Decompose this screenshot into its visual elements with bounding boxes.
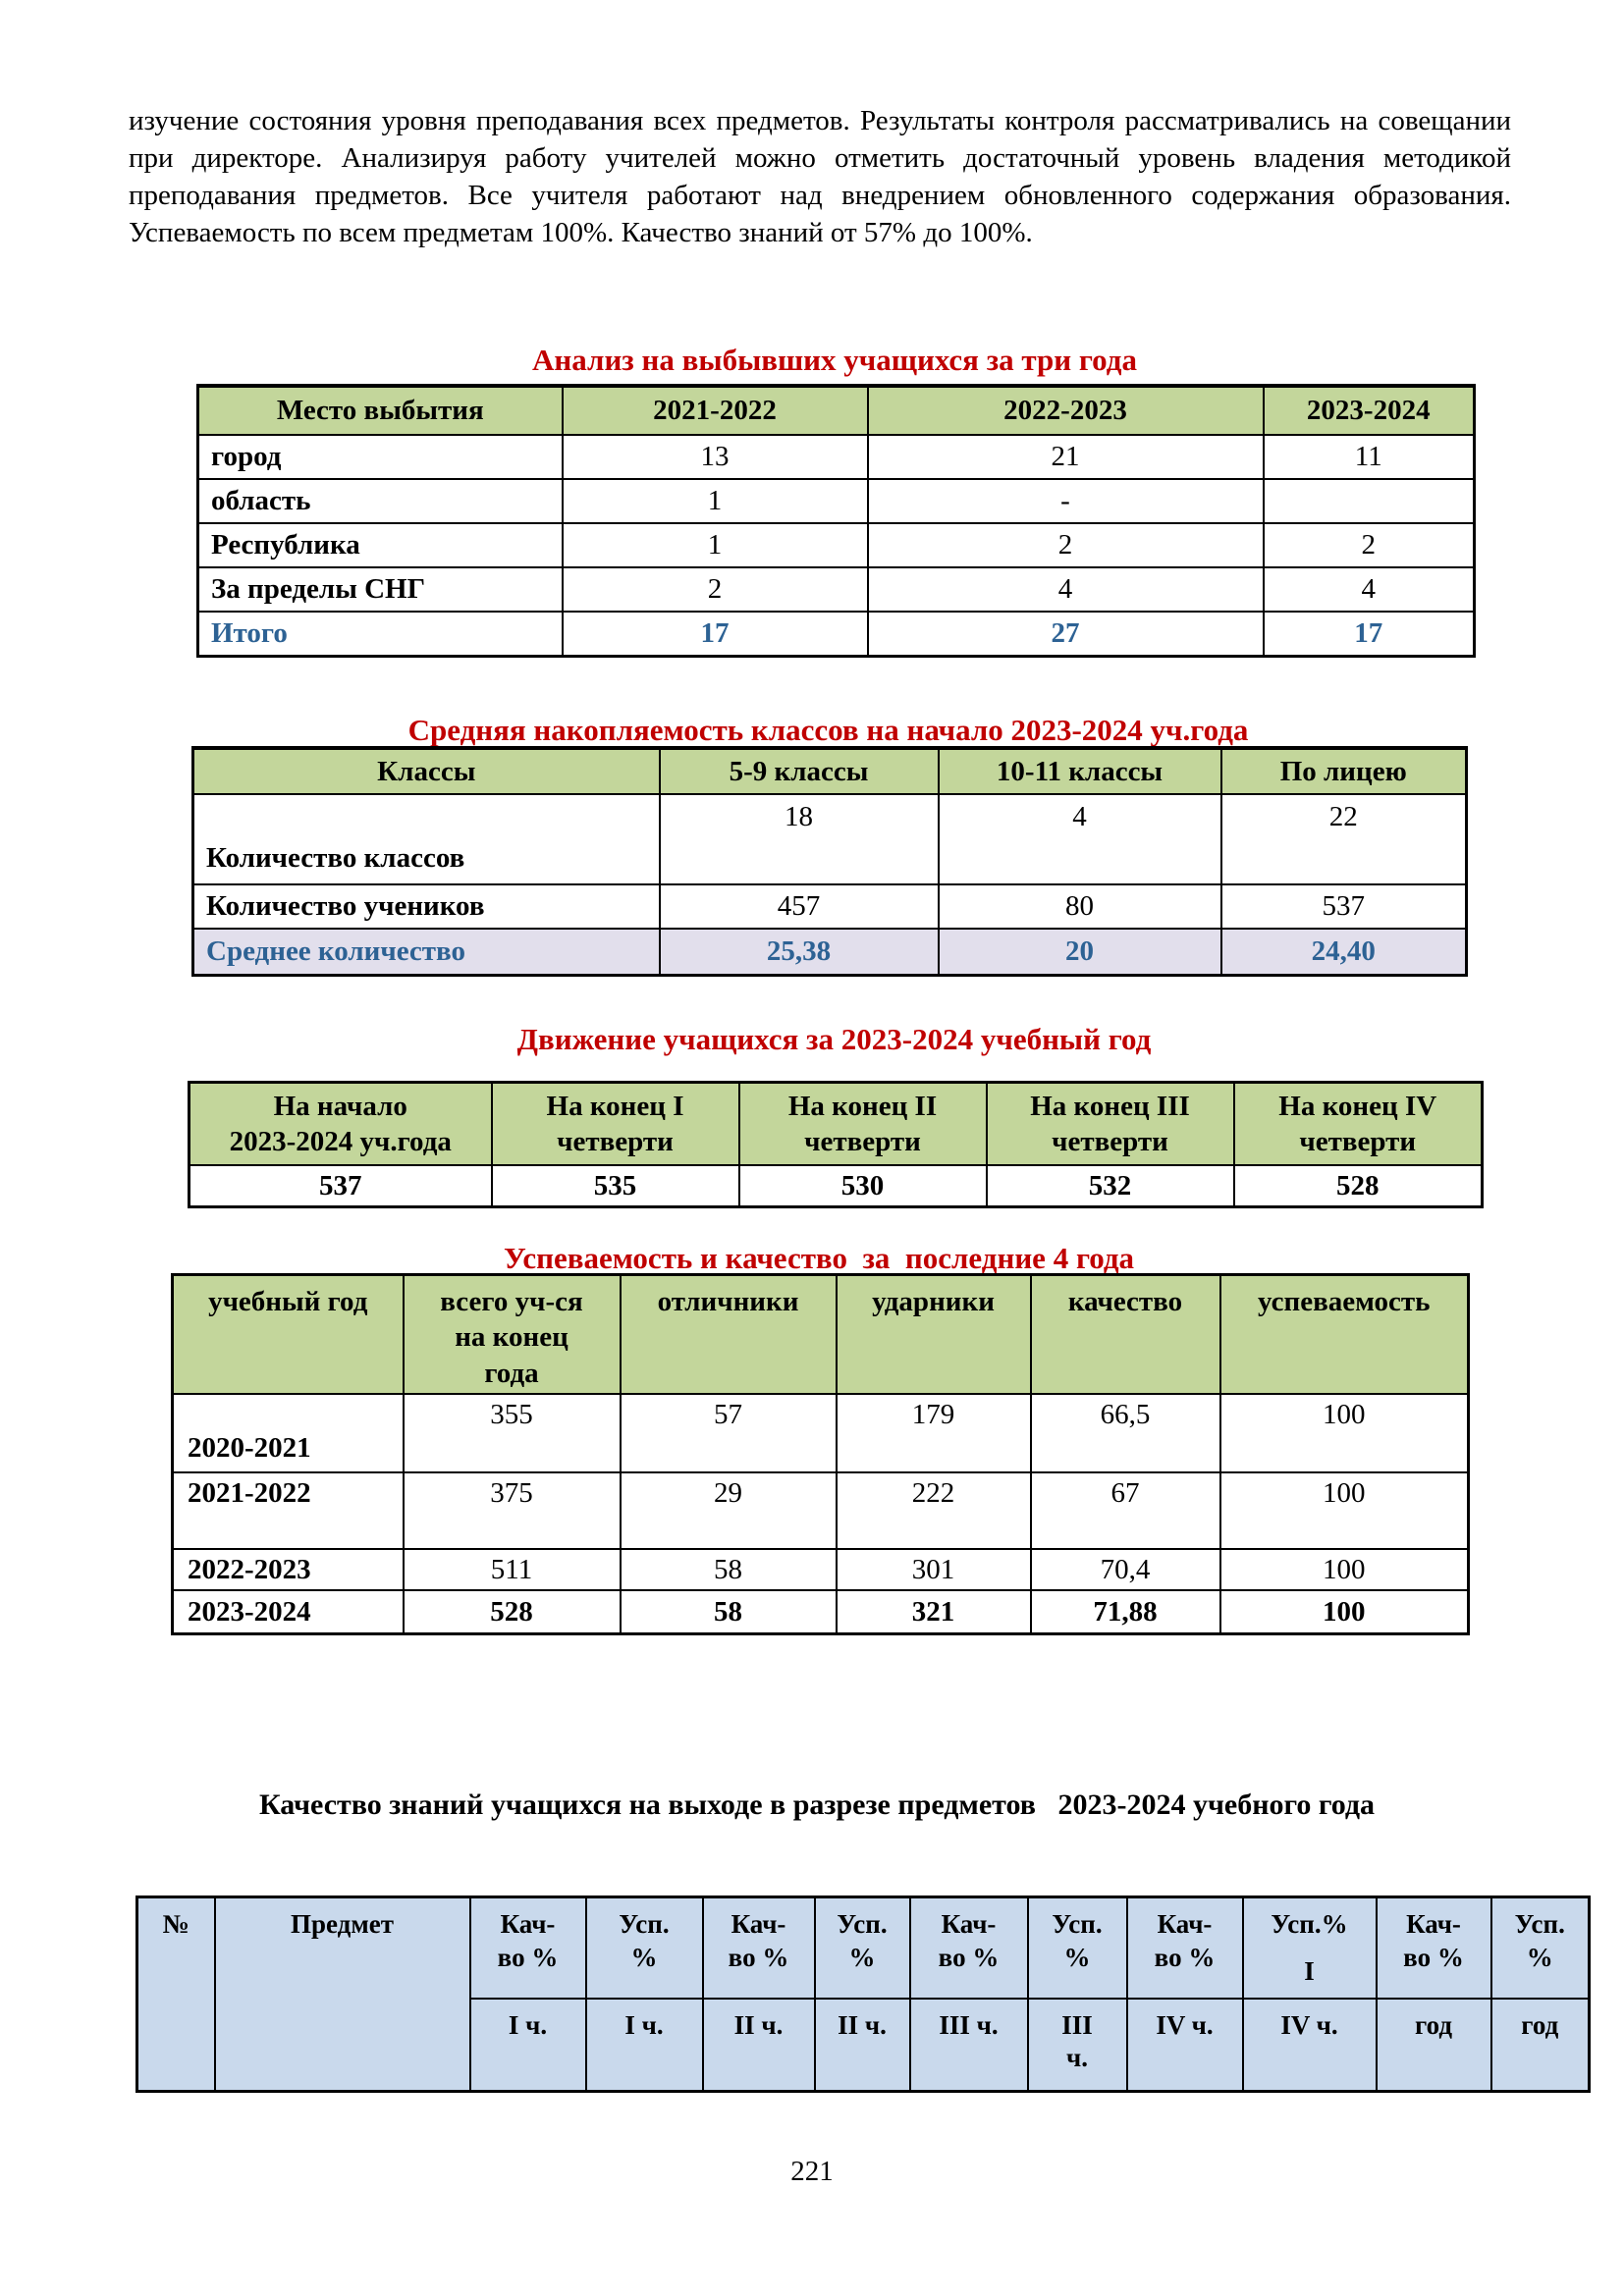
table-cell: 67	[1031, 1472, 1220, 1549]
table-cell: 25,38	[660, 929, 939, 975]
header-line: %	[1526, 1942, 1553, 1972]
header-line: ударники	[872, 1286, 995, 1317]
header-line: Кач-	[941, 1909, 997, 1939]
table-cell: 57	[621, 1394, 837, 1472]
row-label: Количество учеников	[193, 884, 660, 929]
header-line: I	[1304, 1955, 1315, 1986]
header-line: II ч.	[733, 2009, 784, 2040]
header-line: На начало	[273, 1090, 407, 1122]
column-header: 2023-2024	[1264, 386, 1475, 435]
header-line: качество	[1067, 1286, 1183, 1317]
column-subheader	[1028, 1999, 1127, 2092]
table-cell: 17	[1264, 612, 1475, 656]
header-line: III	[1061, 2009, 1093, 2040]
row-label: За пределы СНГ	[198, 567, 563, 612]
column-header	[837, 1275, 1031, 1394]
row-label: 2020-2021	[173, 1394, 404, 1472]
header-line: На конец II	[787, 1090, 938, 1122]
column-header	[1127, 1897, 1243, 1999]
table-cell: 13	[563, 435, 868, 479]
column-header	[910, 1897, 1028, 1999]
table-cell: 80	[939, 884, 1221, 929]
header-line: III ч.	[939, 2009, 999, 2040]
header-line: Кач-	[1157, 1909, 1213, 1939]
header-line: четверти	[804, 1125, 921, 1157]
header-line: Усп.%	[1271, 1909, 1348, 1939]
column-header-number: №	[137, 1897, 215, 2092]
header-line: Усп.	[619, 1909, 670, 1939]
table-row	[193, 794, 1467, 884]
column-subheader	[1491, 1999, 1590, 2092]
row-label: Количество классов	[193, 794, 660, 884]
header-line: четверти	[557, 1125, 674, 1157]
table-cell: 1	[563, 479, 868, 523]
movement-table-title: Движение учащихся за 2023-2024 учебный год	[516, 1022, 1152, 1056]
table-cell: 4	[939, 794, 1221, 884]
row-label: Республика	[198, 523, 563, 567]
table-row	[198, 567, 1475, 612]
column-header: 2021-2022	[563, 386, 868, 435]
header-line: %	[848, 1942, 876, 1972]
column-header	[586, 1897, 703, 1999]
column-subheader	[1377, 1999, 1491, 2092]
table-cell: 511	[404, 1549, 621, 1590]
page-number: 221	[790, 2156, 834, 2187]
row-label: область	[198, 479, 563, 523]
table-row	[189, 1165, 1483, 1207]
table-cell: 100	[1220, 1394, 1469, 1472]
column-header: По лицею	[1221, 748, 1467, 794]
header-line: во %	[497, 1942, 559, 1972]
table-cell: 321	[837, 1590, 1031, 1633]
header-line: Кач-	[731, 1909, 786, 1939]
column-subheader	[703, 1999, 815, 2092]
column-header	[470, 1897, 586, 1999]
table-cell: 528	[1234, 1165, 1483, 1207]
table-cell: 301	[837, 1549, 1031, 1590]
column-header	[1028, 1897, 1127, 1999]
table-cell: 27	[868, 612, 1264, 656]
departures-table-title: Анализ на выбывших учащихся за три года	[532, 343, 1137, 377]
table-row	[193, 884, 1467, 929]
row-label: Итого	[198, 612, 563, 656]
column-header	[1377, 1897, 1491, 1999]
column-header: 5-9 классы	[660, 748, 939, 794]
header-line: отличники	[657, 1286, 799, 1317]
header-line: ч.	[1066, 2043, 1088, 2073]
header-line: IV ч.	[1156, 2009, 1214, 2040]
table-row	[173, 1549, 1469, 1590]
column-header	[173, 1275, 404, 1394]
header-line: четверти	[1052, 1125, 1168, 1157]
table-cell: 100	[1220, 1549, 1469, 1590]
departures-table	[196, 384, 1476, 658]
movement-table	[188, 1081, 1484, 1208]
intro-paragraph: изучение состояния уровня преподавания всех предметов. Результаты контроля рассматривались на совещании при директоре. Анализируя работу учителей можно отметить достаточный уровень владения методикой преподавания предметов. Все учителя работают над внедрением обновленного содержания образования. Успеваемость по всем предметам 100%. Качество знаний от 57% до 100%.	[129, 105, 1511, 248]
subjects-table	[135, 1896, 1591, 2093]
column-subheader	[910, 1999, 1028, 2092]
column-header	[815, 1897, 910, 1999]
table-cell: 100	[1220, 1590, 1469, 1633]
header-row	[173, 1275, 1469, 1394]
table-cell: 2	[563, 567, 868, 612]
header-line: во %	[1403, 1942, 1464, 1972]
table-cell: 24,40	[1221, 929, 1467, 975]
column-header	[492, 1083, 739, 1165]
table-cell: 20	[939, 929, 1221, 975]
header-line: 2023-2024 уч.года	[229, 1125, 452, 1157]
performance-table-title: Успеваемость и качество за последние 4 года	[503, 1241, 1135, 1275]
table-cell: 2	[1264, 523, 1475, 567]
table-cell: 58	[621, 1549, 837, 1590]
table-cell: 532	[987, 1165, 1234, 1207]
header-row	[198, 386, 1475, 435]
table-cell: -	[868, 479, 1264, 523]
table-cell: 528	[404, 1590, 621, 1633]
performance-table	[171, 1273, 1470, 1635]
table-cell: 70,4	[1031, 1549, 1220, 1590]
header-line: успеваемость	[1258, 1286, 1431, 1317]
header-line: %	[1063, 1942, 1091, 1972]
header-line: Усп.	[1052, 1909, 1103, 1939]
table-cell: 457	[660, 884, 939, 929]
header-line: на конец	[455, 1321, 568, 1354]
class-fill-table-title: Средняя накопляемость классов на начало 2023-2024 уч.года	[407, 713, 1249, 747]
column-header	[1491, 1897, 1590, 1999]
header-line: четверти	[1299, 1125, 1417, 1157]
table-cell: 21	[868, 435, 1264, 479]
column-header	[1031, 1275, 1220, 1394]
column-header	[703, 1897, 815, 1999]
table-cell: 537	[1221, 884, 1467, 929]
column-header-subject: Предмет	[215, 1897, 470, 2092]
table-cell: 17	[563, 612, 868, 656]
table-cell: 22	[1221, 794, 1467, 884]
table-cell: 530	[739, 1165, 987, 1207]
header-line: год	[1521, 2009, 1559, 2040]
row-label: Среднее количество	[193, 929, 660, 975]
table-cell	[1264, 479, 1475, 523]
table-cell: 29	[621, 1472, 837, 1549]
column-header	[1243, 1897, 1377, 1999]
table-cell: 4	[868, 567, 1264, 612]
column-header	[189, 1083, 492, 1165]
table-cell: 355	[404, 1394, 621, 1472]
column-subheader	[586, 1999, 703, 2092]
header-line: всего уч-ся	[440, 1286, 583, 1317]
header-line: Усп.	[1514, 1909, 1565, 1939]
header-line: IV ч.	[1280, 2009, 1338, 2040]
column-subheader	[1243, 1999, 1377, 2092]
table-cell: 11	[1264, 435, 1475, 479]
header-line: учебный год	[208, 1286, 368, 1317]
header-line: На конец IV	[1278, 1090, 1437, 1122]
table-cell: 1	[563, 523, 868, 567]
table-cell: 71,88	[1031, 1590, 1220, 1633]
table-cell: 537	[189, 1165, 492, 1207]
table-row	[173, 1472, 1469, 1549]
header-line: во %	[938, 1942, 1000, 1972]
column-header	[1234, 1083, 1483, 1165]
column-header	[1220, 1275, 1469, 1394]
subjects-section-heading: Качество знаний учащихся на выходе в разрезе предметов 2023-2024 учебного года	[258, 1789, 1376, 1821]
table-cell: 4	[1264, 567, 1475, 612]
header-line: Кач-	[500, 1909, 556, 1939]
header-line: во %	[1154, 1942, 1216, 1972]
header-line: Усп.	[837, 1909, 888, 1939]
table-cell: 535	[492, 1165, 739, 1207]
header-line: I ч.	[624, 2009, 664, 2040]
table-cell: 2	[868, 523, 1264, 567]
column-header: 10-11 классы	[939, 748, 1221, 794]
table-cell: 100	[1220, 1472, 1469, 1549]
table-cell: 18	[660, 794, 939, 884]
table-row	[173, 1394, 1469, 1472]
column-subheader	[470, 1999, 586, 2092]
header-row	[193, 748, 1467, 794]
table-cell: 222	[837, 1472, 1031, 1549]
header-line: во %	[728, 1942, 789, 1972]
class-fill-table	[191, 746, 1468, 977]
column-subheader	[1127, 1999, 1243, 2092]
row-label: 2021-2022	[173, 1472, 404, 1549]
column-header	[621, 1275, 837, 1394]
column-header: Место выбытия	[198, 386, 563, 435]
column-header: Классы	[193, 748, 660, 794]
table-row	[173, 1590, 1469, 1633]
header-line: II ч.	[838, 2009, 887, 2040]
column-header	[739, 1083, 987, 1165]
column-subheader	[815, 1999, 910, 2092]
column-header	[404, 1275, 621, 1394]
table-cell: 58	[621, 1590, 837, 1633]
total-row	[198, 612, 1475, 656]
header-line: Кач-	[1406, 1909, 1461, 1939]
table-cell: 375	[404, 1472, 621, 1549]
row-label: 2023-2024	[173, 1590, 404, 1633]
header-line: год	[1415, 2009, 1452, 2040]
row-label: 2022-2023	[173, 1549, 404, 1590]
column-header: 2022-2023	[868, 386, 1264, 435]
header-line: %	[630, 1942, 658, 1972]
table-row	[198, 523, 1475, 567]
table-row	[198, 479, 1475, 523]
header-line: I ч.	[508, 2009, 548, 2040]
table-cell: 179	[837, 1394, 1031, 1472]
table-row	[198, 435, 1475, 479]
header-line: года	[484, 1357, 539, 1389]
header-row	[137, 1897, 1590, 1999]
header-row	[189, 1083, 1483, 1165]
average-row	[193, 929, 1467, 975]
column-header	[987, 1083, 1234, 1165]
table-cell: 66,5	[1031, 1394, 1220, 1472]
header-line: На конец I	[546, 1090, 684, 1122]
row-label: город	[198, 435, 563, 479]
header-line: На конец III	[1030, 1090, 1190, 1122]
